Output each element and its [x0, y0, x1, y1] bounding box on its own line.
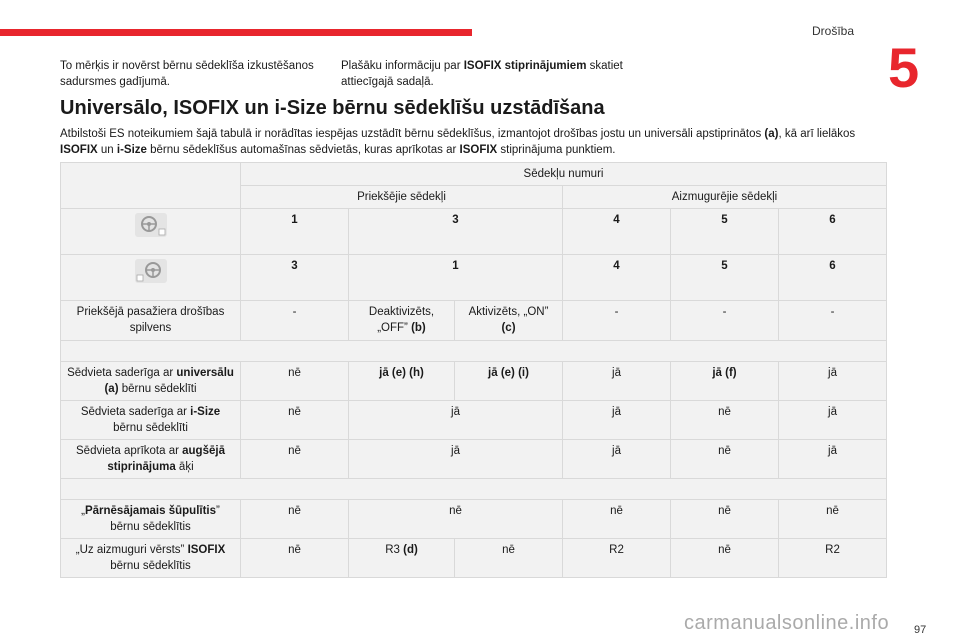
table-row [61, 209, 887, 255]
table-cell: nē [671, 539, 779, 578]
table-cell: 4 [563, 255, 671, 301]
table-cell: 6 [779, 209, 887, 255]
table-cell: R2 [779, 539, 887, 578]
table-cell: jā [563, 401, 671, 440]
table-cell: jā [779, 440, 887, 479]
rhd-icon-cell [61, 255, 241, 301]
table-cell: - [779, 301, 887, 341]
table-cell: nē [671, 401, 779, 440]
table-cell: jā [563, 440, 671, 479]
table-cell: 3 [241, 255, 349, 301]
table-row [61, 401, 887, 440]
table-cell: nē [241, 539, 349, 578]
table-cell [61, 163, 241, 209]
row-label: „Uz aizmuguri vērsts” ISOFIX bērnu sēdeklītis [61, 539, 241, 578]
steering-wheel-left-icon [134, 212, 168, 238]
table-cell: 6 [779, 255, 887, 301]
accent-bar [0, 29, 472, 36]
table-cell: jā (e) (i) [455, 362, 563, 401]
intro-left: To mērķis ir novērst bērnu sēdeklīša izkustēšanos sadursmes gadījumā. [60, 60, 314, 88]
lhd-icon-cell [61, 209, 241, 255]
steering-wheel-right-icon [134, 258, 168, 284]
table-cell: jā (e) (h) [349, 362, 455, 401]
row-label: Sēdvieta aprīkota ar augšējā stiprinājuma āķi [61, 440, 241, 479]
spacer-row [61, 341, 887, 362]
table-row [61, 539, 887, 578]
table-cell: nē [455, 539, 563, 578]
table-cell: nē [671, 500, 779, 539]
table-cell: nē [241, 401, 349, 440]
watermark: carmanualsonline.info [684, 612, 890, 634]
table-cell: 5 [671, 255, 779, 301]
table-row [61, 341, 887, 362]
page-number: 97 [914, 624, 927, 636]
table-cell: - [241, 301, 349, 341]
row-label: Sēdvieta saderīga ar i-Size bērnu sēdeklīti [61, 401, 241, 440]
page-title: Universālo, ISOFIX un i-Size bērnu sēdeklīšu uzstādīšana [60, 97, 605, 119]
table-cell: nē [779, 500, 887, 539]
table-cell: 3 [349, 209, 563, 255]
rear-seats-header: Aizmugurējie sēdekļi [563, 186, 887, 209]
chapter-number: 5 [888, 36, 920, 99]
table-cell: nē [349, 500, 563, 539]
description-paragraph: Atbilstoši ES noteikumiem šajā tabulā ir norādītas iespējas uzstādīt bērnu sēdeklīšus, izmantojot drošības jostu un universāli apstiprinātos (a), kā arī lielākos ISOFIX un i-Size bērnu sēdeklīšus automašīnas sēdvietās, kuras aprīkotas ar ISOFIX stiprinājuma punktiem. [60, 128, 856, 156]
table-cell: R2 [563, 539, 671, 578]
table-cell: nē [563, 500, 671, 539]
table-row [61, 479, 887, 500]
row-label: „Pārnēsājamais šūpulītis” bērnu sēdeklītis [61, 500, 241, 539]
table-cell: 1 [349, 255, 563, 301]
table-cell: - [671, 301, 779, 341]
table-row [61, 362, 887, 401]
table-cell: Deaktivizēts, „OFF” (b) [349, 301, 455, 341]
table-row [61, 500, 887, 539]
table-cell: 4 [563, 209, 671, 255]
intro-right: Plašāku informāciju par ISOFIX stiprinājumiem skatiet attiecīgajā sadaļā. [341, 60, 623, 88]
table-cell: R3 (d) [349, 539, 455, 578]
table-row [61, 255, 887, 301]
row-label: Sēdvieta saderīga ar universālu (a) bērnu sēdeklīti [61, 362, 241, 401]
table-cell: jā [563, 362, 671, 401]
table-cell: nē [241, 440, 349, 479]
table-row [61, 301, 887, 341]
table-cell: jā [779, 401, 887, 440]
table-cell: jā [779, 362, 887, 401]
table-cell: jā [349, 440, 563, 479]
table-cell: 1 [241, 209, 349, 255]
table-row [61, 163, 887, 186]
front-seats-header: Priekšējie sēdekļi [241, 186, 563, 209]
table-cell: jā [349, 401, 563, 440]
table-cell: 5 [671, 209, 779, 255]
child-seat-table [60, 162, 887, 578]
table-cell: Aktivizēts, „ON” (c) [455, 301, 563, 341]
table-cell: nē [241, 500, 349, 539]
table-cell: nē [241, 362, 349, 401]
row-label: Priekšējā pasažiera drošības spilvens [61, 301, 241, 341]
table-row [61, 440, 887, 479]
table-cell: jā (f) [671, 362, 779, 401]
section-title: Drošība [812, 24, 855, 38]
seat-numbers-header: Sēdekļu numuri [241, 163, 887, 186]
table-cell: - [563, 301, 671, 341]
spacer-row [61, 479, 887, 500]
table-cell: nē [671, 440, 779, 479]
